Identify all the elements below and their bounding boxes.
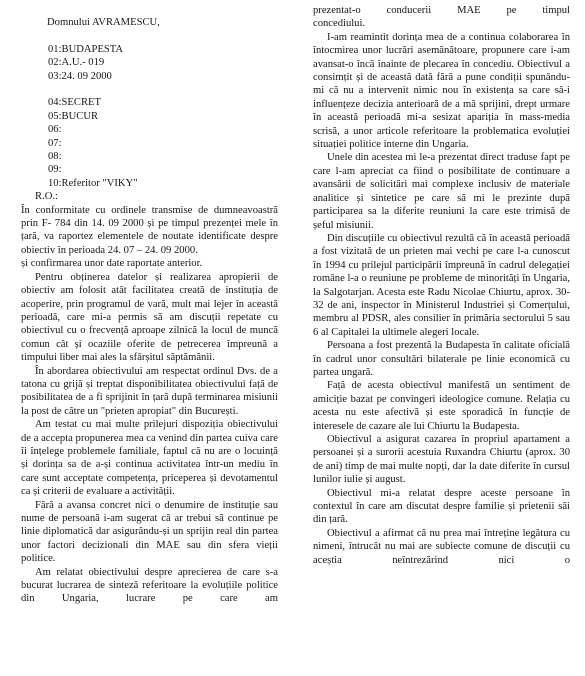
paragraph: Am relatat obiectivului despre aprecierea de care s-a bucurat lucrarea de sinteză referitoare la evoluțiile politice din Ungaria, lucrare pe care am (21, 566, 278, 605)
codes-group-1 (21, 43, 278, 83)
code-line: 10:Referitor "VIKY" (48, 177, 138, 189)
paragraph: Obiectivul mi-a relatat despre aceste persoane în contextul în care am discutat despre familie și prietenii săi din țară. (313, 487, 570, 526)
paragraph: I-am reamintit dorința mea de a continua colaborarea în întocmirea unor lucrări asemănătoare, propunere care i-am avansat-o încă înainte de plecarea în concediu. Obiectivul a consimțit și de această dată fără a pune condiții spunându-mi că nu a intervenit nimic nou în existența sa care să-i influențeze decizia anterioară de a mă sprijini, drept urmare în această perioadă mi-a sesizat apariția în mass-media scrisă, a unor articole referitoare la problematica evoluției situației politice interne din Ungaria. (313, 31, 570, 151)
paragraph: În abordarea obiectivului am respectat ordinul Dvs. de a tatona cu grijă și treptat disponibilitatea obiectivului față de posibilitatea de a fi sprijinit în țară după terminarea misiunii la post de către un "prieten apropiat" din București. (21, 365, 278, 417)
paragraph: Unele din acestea mi le-a prezentat direct traduse fapt pe care l-am apreciat ca fiind o posibilitate de continuare a avansării de solicitări mai complexe inclusiv de materiale analitice și sintetice pe care să mi le prezinte după participarea sa la diferite reuniuni la care este trimisă de șeful misiunii. (313, 152, 570, 231)
paragraph: Am testat cu mai multe prilejuri dispoziția obiectivului de a accepta propunerea mea ca venind din partea cuiva care îi înțelege problemele familiale, faptul că nu are o locuință și dorința sa de a-și continua activitatea într-un mediu în care sunt acceptate competența, priceperea și devotamentul ca și criterii de evaluare a activității. (21, 419, 278, 498)
codes-group-2 (21, 96, 278, 190)
left-column (21, 4, 278, 606)
paragraph: Din discuțiile cu obiectivul rezultă că în această perioadă a fost vizitată de un prieten mai vechi pe care l-a cunoscut în 1994 cu prilejul participării împreună în cadrul delegației române l-a o reuniune pe probleme de minorități în Ungaria, la Salgotarjan. Acesta este Radu Nicolae Chiurtu, aprox. 30-32 de ani, inspector în Ministerul Industriei și Comerțului, membru al PDSR, ales consilier în primăria sectorului 5 sau 6 al Capitalei la ultimele alegeri locale. (313, 232, 570, 338)
paragraph: Pentru obținerea datelor și realizarea apropierii de obiectiv am folosit atât facilitatea creată de instituția de acoperire, prin programul de vară, mult mai lejer în această perioadă, care mi-a permis să am discuții repetate cu obiectivul cu o frecvență aproape zilnică la locul de muncă comun cât și ocaziile oferite de petrecerea împreună a timpului liber mai ales la sfârșitul săptămânii. (21, 271, 278, 364)
code-line: 09: (48, 164, 62, 176)
code-line: 05:BUCUR (48, 110, 99, 122)
code-line: 04:SECRET (48, 97, 101, 109)
paragraph: Obiectivul a asigurat cazarea în propriul apartament a persoanei și a surorii acestuia Ruxandra Chiurtu (aprox. 30 de ani) timp de mai multe nopți, dar la date diferite în cursul lunilor iulie și august. (313, 434, 570, 486)
ro-label: R.O.: (35, 191, 58, 203)
paragraph: În conformitate cu ordinele transmise de dumneavoastră prin F- 784 din 14. 09 2000 și pe timpul prezenței mele în țară, va raportez elementele de noutate identificate despre obiectiv în perioada 24. 07 – 24. 09 2000. (21, 204, 278, 256)
spacer (21, 29, 278, 42)
code-line: 07: (48, 137, 62, 149)
paragraph: Obiectivul a afirmat că nu prea mai întreține legătura cu nimeni, întrucât nu mai are subiecte comune de discuții cu aceștia neîntrezărind nici o (313, 527, 570, 566)
right-column (313, 4, 570, 567)
code-line: 03:24. 09 2000 (48, 70, 112, 82)
paragraph: Fără a avansa concret nici o denumire de instituție sau nume de persoană i-am sugerat că ar trebui să continue pe linie diplomatică dar asigurându-și un sprijin real din partea unor factori decizionali din MAE sau din sfera vieții politice. (21, 499, 278, 565)
paragraph: Persoana a fost prezentă la Budapesta în calitate oficială în cadrul unor consultări bilaterale pe linie economică cu partea ungară. (313, 340, 570, 378)
paragraph: Față de acesta obiectivul manifestă un sentiment de amiciție bazat pe convingeri ideologice comune. Relația cu acesta nu este afectivă și este sporadică în funcție de interesele de cazare ale lui Chiurtu la Budapesta. (313, 380, 570, 432)
code-line: 06: (48, 124, 62, 136)
paragraph-continuation: prezentat-o conducerii MAE pe timpul (313, 5, 570, 16)
code-line: 08: (48, 151, 62, 163)
paragraph: și confirmarea unor date raportate anterior. (21, 258, 203, 270)
code-line: 01:BUDAPESTA (48, 43, 124, 55)
spacer (21, 83, 278, 96)
paragraph-continuation-end: concediului. (313, 18, 366, 30)
code-line: 02:A.U.- 019 (48, 57, 105, 69)
addressee: Domnului AVRAMESCU, (47, 17, 160, 28)
